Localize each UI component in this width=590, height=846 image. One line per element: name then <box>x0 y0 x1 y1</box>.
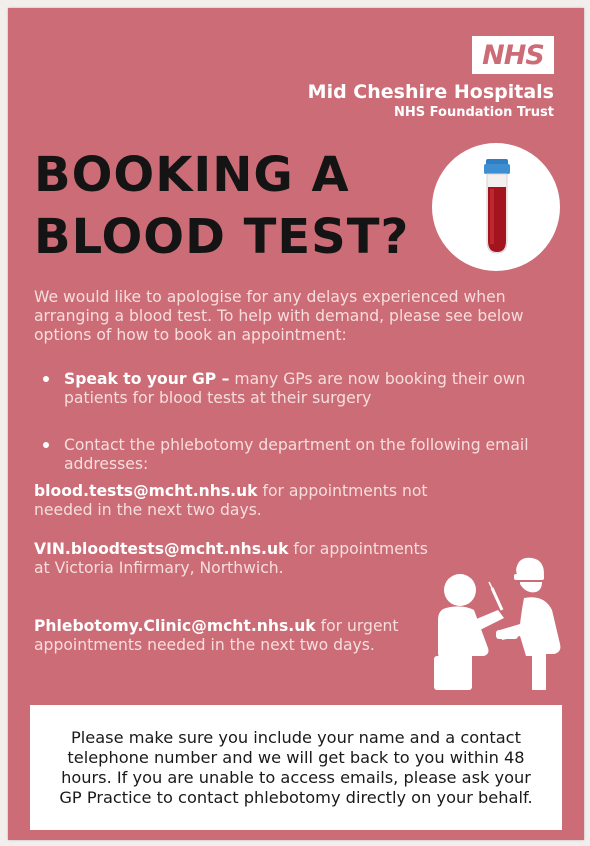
email-note: for appointments not needed in the next two days. <box>34 482 428 519</box>
option-bold-label: Speak to your GP – <box>64 370 230 388</box>
intro-text: We would like to apologise for any delays experienced when arranging a blood test. To help with demand, please see below options of how to book an appointment: <box>34 288 524 344</box>
email-note: for appointments at Victoria Infirmary, Northwich. <box>34 540 428 577</box>
bullet-icon <box>43 376 49 382</box>
footer-text: Please make sure you include your name and a contact telephone number and we will get back to you within 48 hours. If you are unable to access emails, please ask your GP Practice to contact phlebotomy directly on your behalf. <box>59 727 533 807</box>
footer-notice <box>30 705 562 830</box>
email-link[interactable]: blood.tests@mcht.nhs.uk <box>34 482 258 500</box>
option-text: Contact the phlebotomy department on the following email addresses: <box>64 436 529 473</box>
bullet-icon <box>43 442 49 448</box>
nhs-logo <box>472 36 554 74</box>
blood-tube-badge <box>432 143 560 271</box>
email-entry <box>34 617 434 655</box>
title-line-2: BLOOD TEST? <box>34 209 410 265</box>
title-line-1: BOOKING A <box>34 147 350 203</box>
trust-name <box>308 80 554 122</box>
email-link[interactable]: VIN.bloodtests@mcht.nhs.uk <box>34 540 289 558</box>
trust-subtitle: NHS Foundation Trust <box>394 105 554 120</box>
poster <box>8 8 584 840</box>
option-text: many GPs are now booking their own patients for blood tests at their surgery <box>64 370 526 407</box>
list-item <box>34 370 554 408</box>
email-entry <box>34 482 434 520</box>
list-item <box>34 436 554 474</box>
blood-tube-icon <box>432 143 560 271</box>
nhs-logo-text: NHS <box>482 39 544 71</box>
phlebotomy-illustration-icon <box>428 548 568 693</box>
email-entry <box>34 540 434 578</box>
email-note: for urgent appointments needed in the next two days. <box>34 617 399 654</box>
trust-title: Mid Cheshire Hospitals <box>307 81 554 103</box>
page-title <box>34 144 409 268</box>
email-link[interactable]: Phlebotomy.Clinic@mcht.nhs.uk <box>34 617 316 635</box>
